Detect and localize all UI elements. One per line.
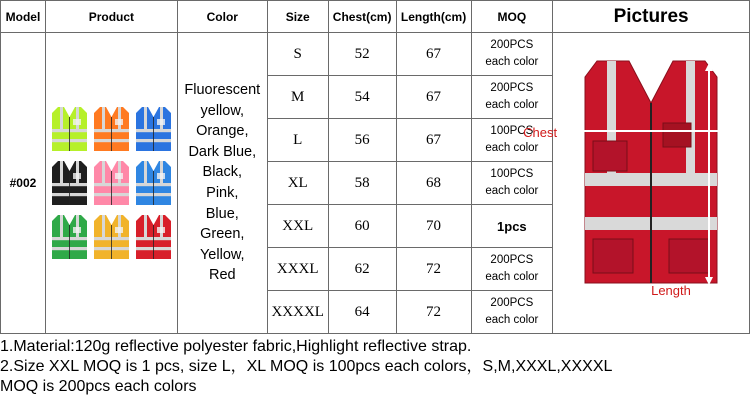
header-product: Product	[45, 1, 177, 33]
vest-thumbnail	[134, 213, 173, 261]
moq-note: each color	[485, 185, 539, 197]
color-line: Dark Blue,	[188, 143, 257, 160]
moq-note: each color	[485, 99, 539, 111]
notes	[0, 337, 750, 397]
length-cell: 68	[396, 162, 471, 205]
header-pictures: Pictures	[553, 1, 750, 33]
length-cell: 70	[396, 205, 471, 248]
color-line: Red	[208, 267, 236, 284]
length-cell: 67	[396, 33, 471, 76]
product-image	[45, 33, 177, 334]
chest-cell: 62	[328, 248, 396, 291]
moq-note: each color	[485, 56, 539, 68]
length-cell: 72	[396, 248, 471, 291]
length-cell: 67	[396, 119, 471, 162]
size-cell: XXXXL	[267, 291, 328, 334]
vest-thumbnail	[50, 213, 89, 261]
header-size: Size	[267, 1, 328, 33]
size-cell: M	[267, 76, 328, 119]
header-color: Color	[177, 1, 267, 33]
moq-quantity: 100PCS	[490, 168, 534, 180]
vest-picture	[523, 33, 735, 333]
size-cell: XL	[267, 162, 328, 205]
moq-cell	[471, 76, 553, 119]
size-cell: XXL	[267, 205, 328, 248]
moq-note: each color	[485, 271, 539, 283]
vest-thumbnail	[134, 159, 173, 207]
vest-thumbnail	[134, 105, 173, 153]
moq-quantity: 200PCS	[490, 254, 534, 266]
moq-cell	[471, 33, 553, 76]
chest-cell: 58	[328, 162, 396, 205]
note-line-2: 2.Size XXL MOQ is 1 pcs, size L，XL MOQ is 100pcs each colors，S,M,XXXL,XXXXL	[0, 358, 613, 375]
chest-cell: 60	[328, 205, 396, 248]
note-line-3: MOQ is 200pcs each colors	[0, 378, 197, 395]
header-moq: MOQ	[471, 1, 553, 33]
moq-cell	[471, 291, 553, 334]
vest-thumbnail	[92, 159, 131, 207]
color-line: Orange,	[196, 123, 249, 140]
moq-note: each color	[485, 314, 539, 326]
model-cell: #002	[1, 33, 46, 334]
vest-thumbnail	[50, 105, 89, 153]
pictures-cell	[523, 33, 750, 334]
chest-cell: 54	[328, 76, 396, 119]
chest-cell: 52	[328, 33, 396, 76]
color-line: yellow,	[200, 102, 245, 119]
size-cell: XXXL	[267, 248, 328, 291]
vest-thumbnail	[92, 213, 131, 261]
moq-quantity: 100PCS	[490, 125, 534, 137]
color-line: Fluorescent	[184, 82, 261, 99]
header-model: Model	[1, 1, 46, 33]
size-cell: L	[267, 119, 328, 162]
color-line: Green,	[200, 226, 245, 243]
length-cell: 67	[396, 76, 471, 119]
chest-label: Chest	[523, 125, 558, 140]
moq-quantity: 200PCS	[490, 82, 534, 94]
color-line: Black,	[202, 164, 243, 181]
length-label: Length	[651, 283, 691, 298]
color-line: Yellow,	[199, 246, 245, 263]
header-chest: Chest(cm)	[328, 1, 396, 33]
moq-cell	[471, 162, 553, 205]
color-line: Pink,	[206, 185, 239, 201]
moq-note: each color	[485, 142, 539, 154]
moq-quantity: 200PCS	[490, 39, 534, 51]
color-line: Blue,	[205, 205, 239, 222]
color-cell	[177, 33, 267, 334]
chest-cell: 56	[328, 119, 396, 162]
note-line-1: 1.Material:120g reflective polyester fabric,Highlight reflective strap.	[0, 338, 472, 355]
chest-cell: 64	[328, 291, 396, 334]
size-cell: S	[267, 33, 328, 76]
table-row	[1, 33, 750, 76]
header-length: Length(cm)	[396, 1, 471, 33]
vest-thumbnail	[50, 159, 89, 207]
moq-quantity: 1pcs	[497, 218, 527, 234]
moq-cell	[471, 248, 553, 291]
vest-thumbnail	[92, 105, 131, 153]
length-cell: 72	[396, 291, 471, 334]
moq-cell	[471, 205, 553, 248]
moq-quantity: 200PCS	[490, 297, 534, 309]
